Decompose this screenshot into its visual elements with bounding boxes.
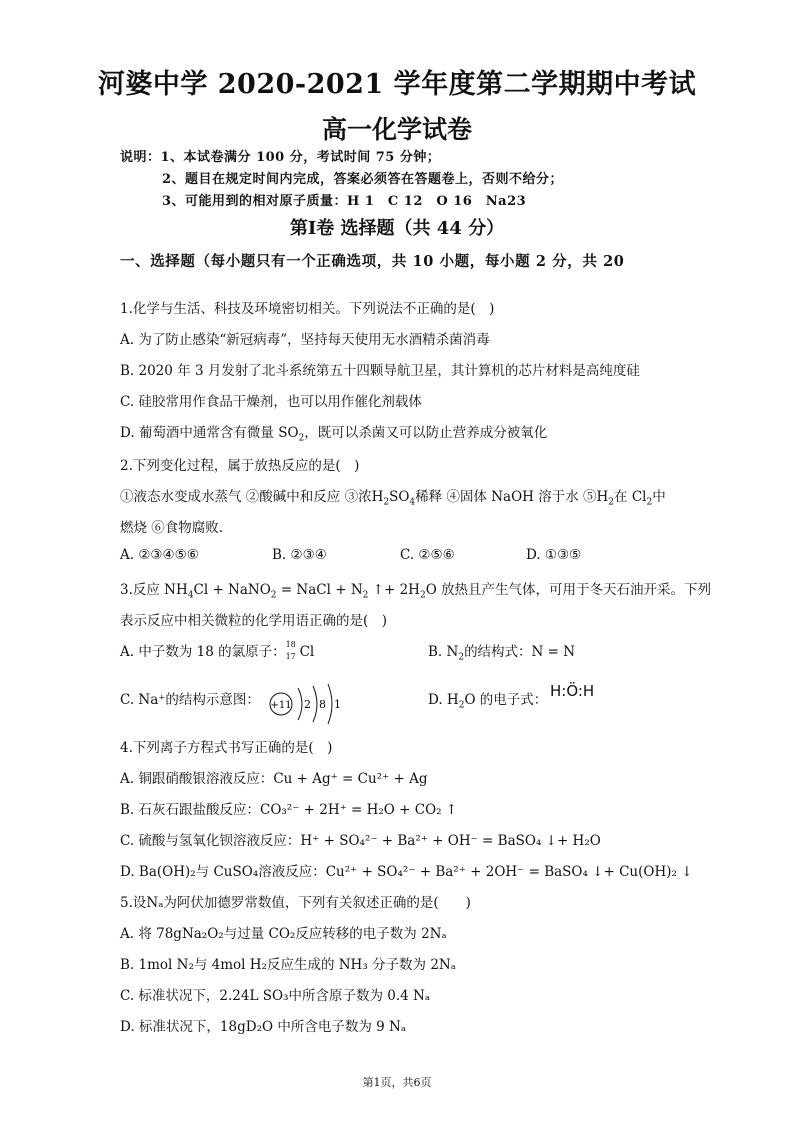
q3-option-d: D. $H_2O$ 的电子式： <box>428 692 548 711</box>
section-title: 第Ⅰ卷 选择题（共 44 分） <box>289 218 505 239</box>
shell-1-count: 2 <box>304 698 311 711</box>
exam-subtitle: 高一化学试卷 <box>321 115 472 144</box>
note-2: 2、题目在规定时间内完成，答案必须答在答题卷上，否则不给分； <box>162 172 564 187</box>
q2-items-line2: 燃烧 ⑥食物腐败. <box>120 520 224 536</box>
q1-stem: 1.化学与生活、科技及环境密切相关。下列说法不正确的是( ) <box>120 301 495 317</box>
q5-option-a: A. 将 78gNa₂O₂与过量 CO₂反应转移的电子数为 2Nₐ <box>120 926 447 942</box>
part-title: 一、选择题（每小题只有一个正确选项，共 10 小题，每小题 2 分，共 20 <box>120 253 625 270</box>
q2-option-d: D. ①③⑤ <box>526 547 582 563</box>
q4-option-a: A. 铜跟硝酸银溶液反应：Cu + Ag⁺ = Cu²⁺ + Ag <box>120 771 428 787</box>
nucleus-charge: +11 <box>270 700 292 711</box>
exam-title: 河婆中学 2020-2021 学年度第二学期期中考试 <box>97 69 697 100</box>
q2-option-a: A. ②③④⑤⑥ <box>120 547 199 563</box>
note-1: 说明：1、本试卷满分 100 分，考试时间 75 分钟； <box>120 150 441 165</box>
q5-option-d: D. 标准状况下，18gD₂O 中所含电子数为 9 Nₐ <box>120 1019 407 1035</box>
q4-option-b: B. 石灰石跟盐酸反应：CO₃²⁻ + 2H⁺ = H₂O + CO₂ ↑ <box>120 802 458 818</box>
h2o-electron-formula: H:Ö:H <box>550 682 595 700</box>
q1-option-c: C. 硅胶常用作食品干燥剂，也可以用作催化剂载体 <box>120 394 422 410</box>
note-3: 3、可能用到的相对原子质量：H 1 C 12 O 16 Na23 <box>162 194 527 209</box>
q3-option-a: A. 中子数为 18 的氯原子： 18 17 Cl <box>120 639 315 661</box>
q4-option-d: D. Ba(OH)₂与 CuSO₄溶液反应：Cu²⁺ + SO₄²⁻ + Ba²⁺ + 2OH⁻ = BaSO₄ ↓+ Cu(OH)₂ ↓ <box>120 864 693 880</box>
q3-stem-line2: 表示反应中相关微粒的化学用语正确的是( ) <box>120 613 388 629</box>
shell-3-count: 1 <box>334 698 341 711</box>
q2-items-line1: ①液态水变成水蒸气 ②酸碱中和反应 ③浓$H_2SO_4$稀释 ④固体 NaOH 溶于水 $⑤H_2$在 $Cl_2$中 <box>120 489 666 508</box>
q1-option-a: A. 为了防止感染“新冠病毒”，坚持每天使用无水酒精杀菌消毒 <box>120 332 490 348</box>
q4-option-c: C. 硫酸与氢氧化钡溶液反应：H⁺ + SO₄²⁻ + Ba²⁺ + OH⁻ = BaSO₄ ↓+ H₂O <box>120 833 601 849</box>
q1-option-d: D. 葡萄酒中通常含有微量 $SO_2$，既可以杀菌又可以防止营养成分被氧化 <box>120 425 548 444</box>
page-footer: 第1页，共6页 <box>362 1076 432 1089</box>
q5-stem: 5.设Nₐ为阿伏加德罗常数值，下列有关叙述正确的是( ) <box>120 895 471 911</box>
q4-stem: 4.下列离子方程式书写正确的是( ) <box>120 740 333 756</box>
q2-stem: 2.下列变化过程，属于放热反应的是( ) <box>120 458 360 474</box>
q3-option-c: C. Na⁺的结构示意图： <box>120 692 260 708</box>
sodium-ion-structure-diagram <box>268 680 358 728</box>
q2-option-c: C. ②⑤⑥ <box>400 547 455 563</box>
q5-option-b: B. 1mol N₂与 4mol H₂反应生成的 NH₃ 分子数为 2Nₐ <box>120 957 456 973</box>
q3-stem: 3.反应 $NH_4Cl$ + NaNO$_2$ = NaCl + $N_2$ ↑+ $2H_2O$ 放热且产生气体，可用于冬天石油开采。下列 <box>120 582 712 601</box>
q5-option-c: C. 标准状况下，2.24L SO₃中所含原子数为 0.4 Nₐ <box>120 988 431 1004</box>
q3-option-b: B. $N_2$的结构式：N = N <box>428 644 576 663</box>
q2-option-b: B. ②③④ <box>272 547 327 563</box>
q1-option-b: B. 2020 年 3 月发射了北斗系统第五十四颗导航卫星，其计算机的芯片材料是高纯度硅 <box>120 363 640 379</box>
shell-2-count: 8 <box>319 698 326 711</box>
